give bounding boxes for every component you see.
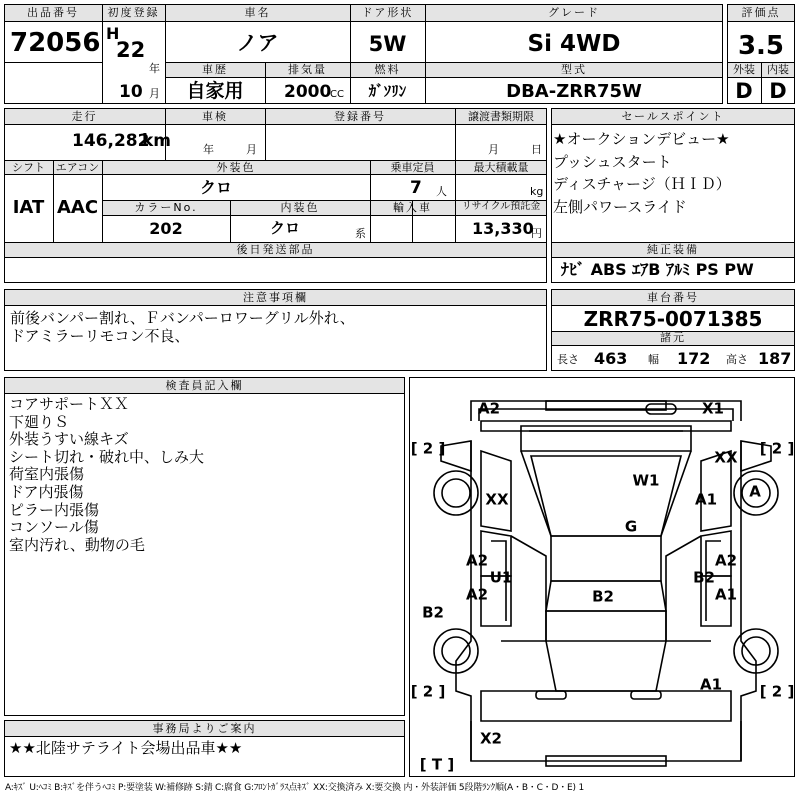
capacity: 7 xyxy=(410,178,422,198)
inspector-note: ピラー内張傷 xyxy=(9,500,100,519)
damage-left-pillar: U1 xyxy=(489,568,513,587)
equipment: ﾅﾋﾞ ABS ｴｱB ｱﾙﾐ PS PW xyxy=(561,260,754,279)
model-label: 型式 xyxy=(561,63,587,76)
damage-rear-glass: B2 xyxy=(592,587,614,606)
damage-left-mid-door: A2 xyxy=(465,551,489,570)
int-color-label: 内装色 xyxy=(280,201,320,214)
year-unit: 年 xyxy=(149,62,160,75)
inspector-note: 荷室内張傷 xyxy=(9,465,85,484)
history-label: 車歴 xyxy=(202,63,228,76)
yen-unit: 円 xyxy=(531,227,542,240)
damage-right-wheel-front: A xyxy=(749,482,761,501)
km-unit: km xyxy=(142,131,172,151)
notes-label: 注意事項欄 xyxy=(243,291,308,304)
damage-left-front-fender: XX xyxy=(485,490,509,509)
width: 172 xyxy=(677,349,711,368)
damage-side-left-bottom: [ 2 ] xyxy=(410,682,446,701)
reg-era: H xyxy=(106,24,120,43)
damage-right-rear-door: A1 xyxy=(714,585,738,604)
dimensions-label: 諸元 xyxy=(660,331,686,344)
inspection-label: 車検 xyxy=(202,110,228,123)
damage-windshield: W1 xyxy=(632,471,660,490)
inspector-label: 検査員記入欄 xyxy=(165,379,244,392)
car-name-label: 車名 xyxy=(244,6,271,19)
deadline-month-unit: 月 xyxy=(488,143,499,156)
person-unit: 人 xyxy=(436,185,447,198)
lot-number-label: 出品番号 xyxy=(27,6,79,19)
inspector-note: コアサポートＸＸ xyxy=(9,395,130,413)
height: 187 xyxy=(758,349,792,368)
model-code: DBA-ZRR75W xyxy=(506,81,642,102)
damage-right-rear-wheel: A1 xyxy=(699,675,723,694)
chassis-number: ZRR75-0071385 xyxy=(583,307,763,331)
history: 自家用 xyxy=(186,80,244,102)
shift: IAT xyxy=(12,197,45,218)
color-no: 202 xyxy=(149,219,183,238)
inspector-note: 室内汚れ、動物の毛 xyxy=(9,535,145,554)
damage-left-rear-door: A2 xyxy=(465,585,489,604)
cc-unit: CC xyxy=(330,89,344,100)
interior-color: クロ xyxy=(269,219,300,237)
month-unit: 月 xyxy=(149,87,160,100)
equipment-label: 純正装備 xyxy=(647,243,699,256)
reg-no-label: 登録番号 xyxy=(334,110,386,123)
damage-left-rear-quarter: B2 xyxy=(422,603,444,622)
damage-front-left: A2 xyxy=(477,399,501,418)
inspector-note: 下廻りＳ xyxy=(9,412,70,431)
exterior-label: 外装 xyxy=(733,63,755,76)
sales-point: 左側パワースライド xyxy=(553,197,687,216)
damage-trunk: [ T ] xyxy=(419,755,455,774)
recycle-label: リサイクル預託金 xyxy=(461,201,541,212)
damage-right-front-door: A1 xyxy=(694,490,718,509)
damage-side-right-bottom: [ 2 ] xyxy=(759,682,795,701)
sales-point: ディスチャージ（ＨＩＤ） xyxy=(553,175,731,193)
damage-right-front-fender: XX xyxy=(714,448,738,467)
kg-unit: kg xyxy=(530,185,544,198)
inspector-note: コンソール傷 xyxy=(9,518,99,537)
office-message: ★★北陸サテライト会場出品車★★ xyxy=(9,739,243,757)
score-label: 評価点 xyxy=(741,6,781,19)
mileage: 146,282 xyxy=(72,131,150,151)
color-no-label: カラーNo. xyxy=(134,201,198,214)
car-name: ノア xyxy=(236,31,279,55)
deadline-day-unit: 日 xyxy=(531,143,542,156)
damage-rear-bumper: X2 xyxy=(479,729,503,748)
exterior-color: クロ xyxy=(199,178,232,197)
reg-year: 22 xyxy=(116,38,146,62)
recycle-fee: 13,330 xyxy=(472,219,534,238)
shift-label: シフト xyxy=(12,161,45,174)
insp-year-unit: 年 xyxy=(203,143,214,156)
transfer-deadline-label: 譲渡書類期限 xyxy=(468,110,534,123)
damage-diagram xyxy=(409,377,795,777)
damage-right-mid-door: A2 xyxy=(714,551,738,570)
score: 3.5 xyxy=(737,31,785,61)
damage-front-right: X1 xyxy=(701,399,725,418)
fuel-label: 燃料 xyxy=(374,63,401,76)
note-line: 前後バンパー割れ、Ｆバンパーロワーグリル外れ、 xyxy=(10,309,355,327)
aircon: AAC xyxy=(56,197,99,218)
import-label: 輸入車 xyxy=(393,201,432,214)
grade: Si 4WD xyxy=(527,31,621,57)
displacement: 2000 xyxy=(284,82,332,102)
interior-grade: D xyxy=(769,79,787,103)
width-label: 幅 xyxy=(648,353,659,366)
mileage-label: 走行 xyxy=(71,110,98,123)
int-color-suffix: 系 xyxy=(355,227,366,240)
note-line: ドアミラーリモコン不良、 xyxy=(10,326,190,345)
sales-point: プッシュスタート xyxy=(553,152,672,171)
insp-month-unit: 月 xyxy=(246,143,257,156)
damage-code-legend: A:ｷｽﾞ U:ﾍｺﾐ B:ｷｽﾞを伴うﾍｺﾐ P:要塗装 W:補修跡 S:錆 C:腐食 G:ﾌﾛﾝﾄｶﾞﾗｽ点ｷｽﾞ XX:交換済み X:要交換 内・外装評価 5段階ﾗﾝｸ順(A・B・C・D・E) 1 xyxy=(5,783,584,793)
height-label: 高さ xyxy=(726,353,748,366)
fuel: ｶﾞｿﾘﾝ xyxy=(368,82,407,100)
grade-label: グレード xyxy=(548,6,600,19)
later-parts-label: 後日発送部品 xyxy=(236,243,315,256)
inspector-note: ドア内張傷 xyxy=(9,482,84,501)
lot-number: 72056 xyxy=(10,28,101,58)
capacity-label: 乗車定員 xyxy=(390,161,435,174)
chassis-label: 車台番号 xyxy=(647,291,699,304)
door-type: 5W xyxy=(368,32,407,56)
reg-month: 10 xyxy=(119,82,143,102)
damage-side-right-top: [ 2 ] xyxy=(759,439,795,458)
ext-color-label: 外装色 xyxy=(216,161,256,174)
inspector-note: 外装うすい線キズ xyxy=(9,430,129,449)
length-label: 長さ xyxy=(557,353,579,366)
office-label: 事務局よりご案内 xyxy=(152,722,257,735)
first-reg-label: 初度登録 xyxy=(107,6,160,19)
displacement-label: 排気量 xyxy=(288,63,327,76)
door-type-label: ドア形状 xyxy=(361,6,414,19)
damage-side-left-top: [ 2 ] xyxy=(410,439,446,458)
aircon-label: エアコン xyxy=(55,161,100,174)
max-load-label: 最大積載量 xyxy=(473,161,529,174)
inspector-note: シート切れ・破れ中、しみ大 xyxy=(9,447,205,466)
interior-label: 内装 xyxy=(767,63,789,76)
damage-right-pillar: B2 xyxy=(693,568,715,587)
length: 463 xyxy=(594,349,628,368)
damage-roof: G xyxy=(624,517,638,536)
car-outline-diagram xyxy=(410,378,794,776)
exterior-grade: D xyxy=(735,79,753,103)
sales-points-label: セールスポイント xyxy=(621,110,725,123)
sales-point: ★オークションデビュー★ xyxy=(553,130,730,148)
